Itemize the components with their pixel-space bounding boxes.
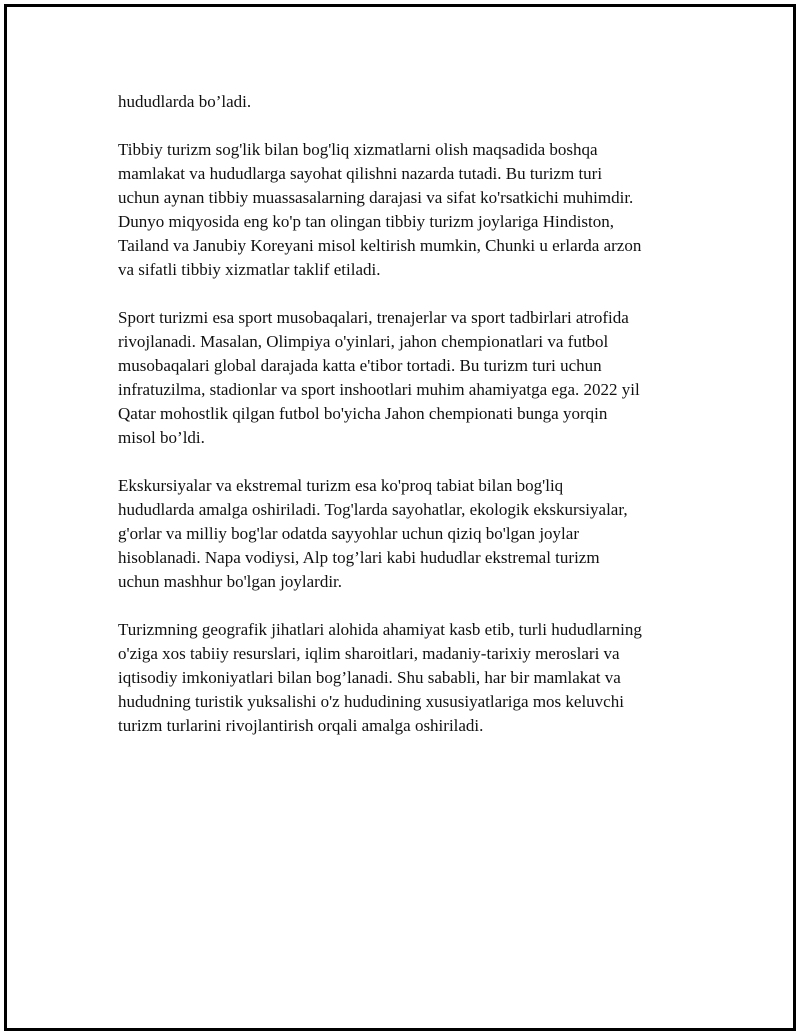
paragraph-continuation: hududlarda bo’ladi. (118, 92, 252, 111)
paragraph-sport-tourism: Sport turizmi esa sport musobaqalari, trenajerlar va sport tadbirlari atrofida rivojlanadi. Masalan, Olimpiya o'yinlari, jahon chempionatlari va futbol musobaqalari global darajada katta e'tibor tortadi. Bu turizm turi uchun infratuzilma, stadionlar va sport inshootlari muhim ahamiyatga ega. 2022 yil Qatar mohostlik qilgan futbol bo'yicha Jahon chempionati bunga yorqin misol bo’ldi. (118, 308, 640, 447)
paragraph-excursion-tourism: Ekskursiyalar va ekstremal turizm esa ko'proq tabiat bilan bog'liq hududlarda amalga oshiriladi. Tog'larda sayohatlar, ekologik ekskursiyalar, g'orlar va milliy bog'lar odatda sayyohlar uchun qiziq bo'lgan joylar hisoblanadi. Napa vodiysi, Alp tog’lari kabi hududlar ekstremal turizm uchun mashhur bo'lgan joylardir. (118, 476, 628, 591)
paragraph-geographic-aspects: Turizmning geografik jihatlari alohida ahamiyat kasb etib, turli hududlarning o'ziga xos tabiiy resurslari, iqlim sharoitlari, madaniy-tarixiy meroslari va iqtisodiy imkoniyatlari bilan bog’lanadi. Shu sababli, har bir mamlakat va hududning turistik yuksalishi o'z hududining xususiyatlariga mos keluvchi turizm turlarini rivojlantirish orqali amalga oshiriladi. (118, 620, 642, 735)
document-body (118, 90, 708, 762)
paragraph-medical-tourism: Tibbiy turizm sog'lik bilan bog'liq xizmatlarni olish maqsadida boshqa mamlakat va hududlarga sayohat qilishni nazarda tutadi. Bu turizm turi uchun aynan tibbiy muassasalarning darajasi va sifat ko'rsatkichi muhimdir. Dunyo miqyosida eng ko'p tan olingan tibbiy turizm joylariga Hindiston, Tailand va Janubiy Koreyani misol keltirish mumkin, Chunki u erlarda arzon va sifatli tibbiy xizmatlar taklif etiladi. (118, 140, 642, 279)
